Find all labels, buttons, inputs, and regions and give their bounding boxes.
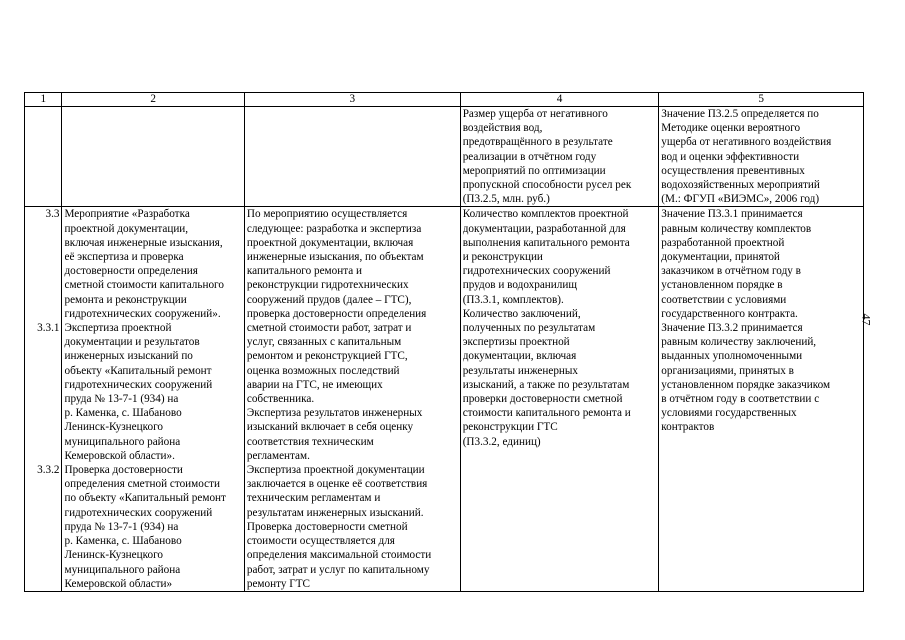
text-line: проверки достоверности сметной (462, 393, 623, 406)
text-line: водохозяйственных мероприятий (661, 179, 820, 192)
text-line: инженерных изысканий по (64, 350, 193, 363)
text-line: Значение П3.3.1 принимается (661, 208, 803, 221)
text-line: контрактов (661, 421, 715, 434)
text-line: собственника. (246, 393, 315, 406)
text-line: соответствия техническим (246, 435, 374, 448)
text-line: установленном порядке заказчиком (661, 378, 831, 391)
text-line: определения максимальной стоимости (246, 549, 432, 562)
text-line: Мероприятие «Разработка (64, 208, 190, 221)
activity-3-3-2 (64, 463, 241, 591)
text-line: (П3.3.1, комплектов). (462, 293, 564, 306)
text-line: проверка достоверности определения (246, 307, 427, 320)
text-line: документации, принятой (661, 251, 780, 264)
text-line: заказчиком в отчётном году в (661, 265, 801, 278)
text-line: результаты инженерных (462, 364, 579, 377)
text-line: ремонту ГТС (246, 577, 310, 590)
text-line: Значение П3.3.2 принимается (661, 322, 803, 335)
text-line: экспертизы проектной (462, 336, 570, 349)
header-cell-4: 4 (460, 93, 659, 107)
text-line: регламентам. (246, 449, 310, 462)
text-line: (М.: ФГУП «ВИЭМС», 2006 год) (661, 193, 820, 206)
text-line: вод и оценки эффективности (661, 150, 800, 163)
text-line: гидротехнических сооружений (462, 265, 611, 278)
page-number: 47 (859, 313, 874, 326)
text-line: ремонта и реконструкции (64, 293, 187, 306)
text-line: выданных уполномоченными (661, 350, 803, 363)
text-line: достоверности определения (64, 265, 198, 278)
text-line: установленном порядке в (661, 279, 783, 292)
table-row-3-3 (25, 207, 864, 591)
text-line: соответствии с условиями (661, 293, 787, 306)
item-number-3-3-2: 3.3.2 (37, 463, 60, 476)
text-line: выполнения капитального ремонта (462, 236, 630, 249)
cell-item-numbers (25, 207, 62, 591)
cell-activity-names (62, 207, 244, 591)
text-line: сметной стоимости работ, затрат и (246, 322, 412, 335)
table-row-continuation (25, 107, 864, 207)
text-line: стоимости капитального ремонта и (462, 407, 631, 420)
text-line: предотвращённого в результате (462, 136, 613, 149)
text-line: пруда № 13-7-1 (934) на (64, 393, 179, 406)
item-number-3-3-1: 3.3.1 (37, 321, 60, 334)
cell-empty-1 (25, 107, 62, 207)
text-line: прудов и водохранилищ (462, 279, 577, 292)
text-line: По мероприятию осуществляется (246, 208, 408, 221)
text-line: сметной стоимости капитального (64, 279, 224, 292)
text-line: мероприятий по оптимизации (462, 164, 606, 177)
text-line: Экспертиза проектной документации (246, 464, 425, 477)
text-line: инженерные изыскания, по объектам (246, 251, 424, 264)
text-line: работ, затрат и услуг по капитальному (246, 563, 430, 576)
header-cell-2: 2 (62, 93, 244, 107)
text-line: реконструкции гидротехнических (246, 279, 409, 292)
text-line: Значение П3.2.5 определяется по (661, 108, 819, 120)
document-table (24, 92, 864, 592)
text-line: ущерба от негативного воздействия (661, 136, 832, 149)
header-cell-1: 1 (25, 93, 62, 107)
text-line: и реконструкции (462, 251, 543, 264)
text-line: гидротехнических сооружений». (64, 307, 221, 320)
cell-activity-description (244, 207, 460, 591)
text-line: Размер ущерба от негативного (462, 108, 608, 120)
text-line: проектной документации, (64, 222, 189, 235)
text-line: Ленинск-Кузнецкого (64, 549, 163, 562)
text-line: Методике оценки вероятного (661, 122, 801, 135)
text-line: объекту «Капитальный ремонт (64, 364, 212, 377)
text-line: оценка возможных последствий (246, 364, 400, 377)
text-line: определения сметной стоимости (64, 478, 220, 491)
cell-row1-method (659, 107, 864, 207)
text-line: её экспертиза и проверка (64, 251, 184, 264)
text-line: Количество комплектов проектной (462, 208, 629, 221)
text-line: пропускной способности русел рек (462, 179, 632, 192)
text-line: следующее: разработка и экспертиза (246, 222, 422, 235)
cell-row1-indicator (460, 107, 659, 207)
text-line: заключается в оценке её соответствия (246, 478, 428, 491)
text-line: Экспертиза результатов инженерных (246, 407, 423, 420)
text-line: документации, разработанной для (462, 222, 626, 235)
text-line: результатам инженерных изысканий. (246, 506, 424, 519)
text-line: изысканий включает в себя оценку (246, 421, 414, 434)
text-line: реализации в отчётном году (462, 150, 597, 163)
text-line: р. Каменка, с. Шабаново (64, 407, 182, 420)
text-line: проектной документации, включая (246, 236, 414, 249)
item-number-3-3: 3.3 (45, 208, 60, 221)
text-line: документации и результатов (64, 336, 200, 349)
text-line: Ленинск-Кузнецкого (64, 421, 163, 434)
text-line: по объекту «Капитальный ремонт (64, 492, 226, 505)
text-line: равным количеству комплектов (661, 222, 812, 235)
cell-empty-2 (62, 107, 244, 207)
table-header-row (25, 93, 864, 107)
text-line: полученных по результатам (462, 322, 596, 335)
text-line: пруда № 13-7-1 (934) на (64, 520, 179, 533)
text-line: муниципального района (64, 435, 181, 448)
text-line: организациями, принятых в (661, 364, 794, 377)
text-line: включая инженерные изыскания, (64, 236, 223, 249)
text-line: Кемеровской области» (64, 577, 173, 590)
cell-indicator-method (659, 207, 864, 591)
text-line: Проверка достоверности сметной (246, 520, 408, 533)
text-line: гидротехнических сооружений (64, 378, 213, 391)
header-cell-3: 3 (244, 93, 460, 107)
header-cell-5: 5 (659, 93, 864, 107)
text-line: документации, включая (462, 350, 577, 363)
cell-indicators (460, 207, 659, 591)
text-line: р. Каменка, с. Шабаново (64, 535, 182, 548)
text-line: Количество заключений, (462, 307, 581, 320)
text-line: капитального ремонта и (246, 265, 362, 278)
text-line: условиями государственных (661, 407, 797, 420)
text-line: реконструкции ГТС (462, 421, 558, 434)
text-line: услуг, связанных с капитальным (246, 336, 402, 349)
text-line: техническим регламентам и (246, 492, 381, 505)
text-line: (П3.3.2, единиц) (462, 435, 541, 448)
text-line: сооружений прудов (далее – ГТС), (246, 293, 412, 306)
cell-empty-3 (244, 107, 460, 207)
text-line: гидротехнических сооружений (64, 506, 213, 519)
text-line: муниципального района (64, 563, 181, 576)
text-line: ремонтом и реконструкцией ГТС, (246, 350, 408, 363)
text-line: разработанной проектной (661, 236, 785, 249)
text-line: осуществления превентивных (661, 164, 805, 177)
text-line: воздействия вод, (462, 122, 543, 135)
text-line: аварии на ГТС, не имеющих (246, 378, 383, 391)
text-line: Проверка достоверности (64, 464, 183, 477)
text-line: Кемеровской области». (64, 449, 175, 462)
text-line: (П3.2.5, млн. руб.) (462, 193, 550, 206)
text-line: стоимости осуществляется для (246, 535, 395, 548)
text-line: изысканий, а также по результатам (462, 378, 630, 391)
text-line: равным количеству заключений, (661, 336, 817, 349)
text-line: Экспертиза проектной (64, 322, 172, 335)
activity-3-3-1 (64, 321, 241, 463)
text-line: в отчётном году в соответствии с (661, 393, 820, 406)
activity-3-3 (64, 207, 241, 321)
text-line: государственного контракта. (661, 307, 798, 320)
